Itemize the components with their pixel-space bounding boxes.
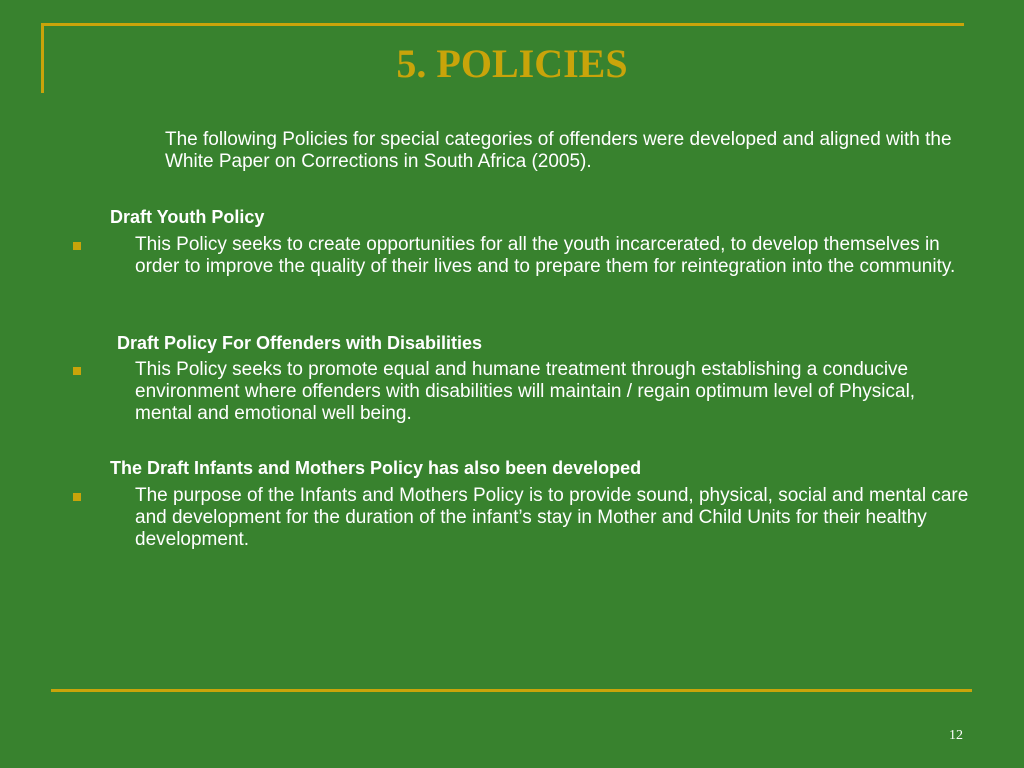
frame-top-rule (41, 23, 964, 26)
section-heading-infants: The Draft Infants and Mothers Policy has also been developed (110, 458, 642, 478)
bullet-square-icon (73, 493, 81, 501)
section-text-disabilities: This Policy seeks to promote equal and humane treatment through establishing a conducive environment where offenders with disabilities will maintain / regain optimum level of Physical, mental and emotional well being. (135, 359, 916, 424)
page-number: 12 (949, 728, 963, 743)
bullet-square-icon (73, 242, 81, 250)
slide-title: 5. POLICIES (396, 41, 628, 86)
section-heading-youth: Draft Youth Policy (110, 207, 265, 227)
bullet-square-icon (73, 367, 81, 375)
section-text-infants: The purpose of the Infants and Mothers Policy is to provide sound, physical, social and mental care and development for the duration of the infant’s stay in Mother and Child Units for their healthy development. (135, 485, 969, 550)
intro-paragraph: The following Policies for special categories of offenders were developed and aligned with the White Paper on Corrections in South Africa (2005). (165, 129, 952, 172)
section-heading-disabilities: Draft Policy For Offenders with Disabilities (117, 333, 483, 353)
section-text-youth: This Policy seeks to create opportunities for all the youth incarcerated, to develop themselves in order to improve the quality of their lives and to prepare them for reintegration into the community. (135, 234, 956, 277)
footer-rule (51, 689, 972, 692)
